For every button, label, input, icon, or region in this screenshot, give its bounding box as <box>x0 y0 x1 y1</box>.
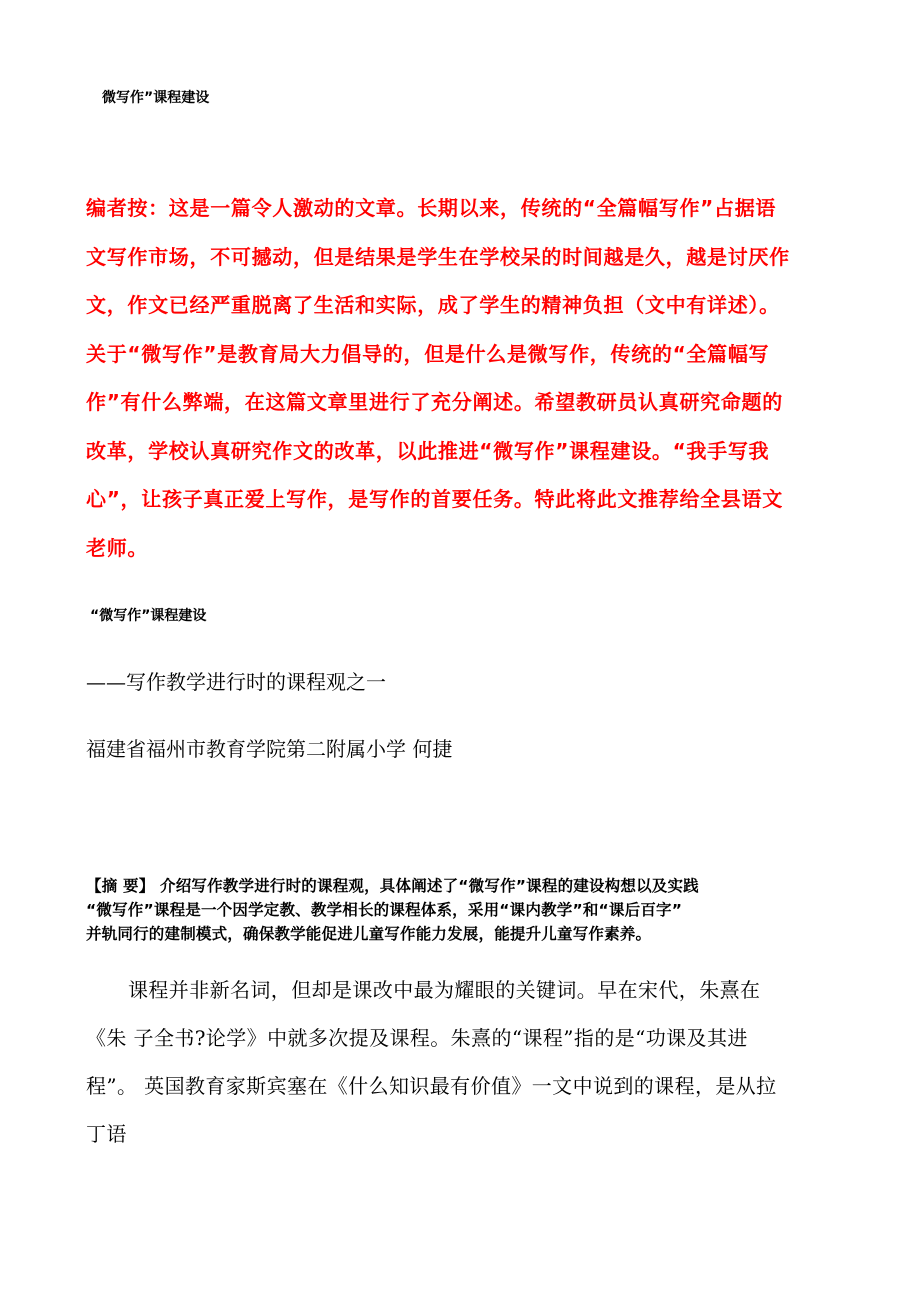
editor-note-line: 文写作市场，不可撼动，但是结果是学生在学校呆的时间越是久，越是讨厌作 <box>86 244 790 269</box>
abstract-line: 并轨同行的建制模式，确保教学能促进儿童写作能力发展，能提升儿童写作素养。 <box>86 925 652 943</box>
editor-note-line: 编者按：这是一篇令人激动的文章。长期以来，传统的“全篇幅写作”占据语 <box>86 196 777 220</box>
editor-note-line: 文，作文已经严重脱离了生活和实际，成了学生的精神负担（文中有详述）。 <box>86 293 780 317</box>
editor-note-line: 作”有什么弊端，在这篇文章里进行了充分阐述。希望教研员认真研究命题的 <box>86 390 783 414</box>
body-text <box>86 966 846 1158</box>
editor-note-line: 心”，让孩子真正爱上写作，是写作的首要任务。特此将此文推荐给全县语文 <box>86 487 783 511</box>
editor-note-line: 改革，学校认真研究作文的改革，以此推进“微写作”课程建设。“我手写我 <box>86 438 770 463</box>
abstract <box>86 874 846 946</box>
body-paragraph-line: 《朱 子全书?论学》中就多次提及课程。朱熹的“课程”指的是“功课及其进 <box>86 1026 748 1050</box>
header-title: 微写作”课程建设 <box>102 90 210 106</box>
body-paragraph-line: 程”。 英国教育家斯宾塞在《什么知识最有价值》一文中说到的课程，是从拉 <box>86 1074 777 1098</box>
body-paragraph-line: 课程并非新名词，但却是课改中最为耀眼的关键词。早在宋代，朱熹在 <box>128 978 761 1002</box>
article-subtitle: ——写作教学进行时的课程观之一 <box>86 670 386 694</box>
article-author: 福建省福州市教育学院第二附属小学 何捷 <box>86 737 453 761</box>
editor-note-line: 老师。 <box>86 535 149 560</box>
article-title: “微写作”课程建设 <box>90 608 207 624</box>
body-paragraph-line: 丁语 <box>86 1122 127 1146</box>
editor-note <box>86 184 846 572</box>
abstract-line: 【摘 要】 介绍写作教学进行时的课程观，具体阐述了“微写作”课程的建设构想以及实践 <box>86 877 699 895</box>
abstract-line: “微写作”课程是一个因学定教、教学相长的课程体系，采用“课内教学”和“课后百字” <box>86 901 683 919</box>
editor-note-line: 关于“微写作”是教育局大力倡导的，但是什么是微写作，传统的“全篇幅写 <box>86 341 770 366</box>
